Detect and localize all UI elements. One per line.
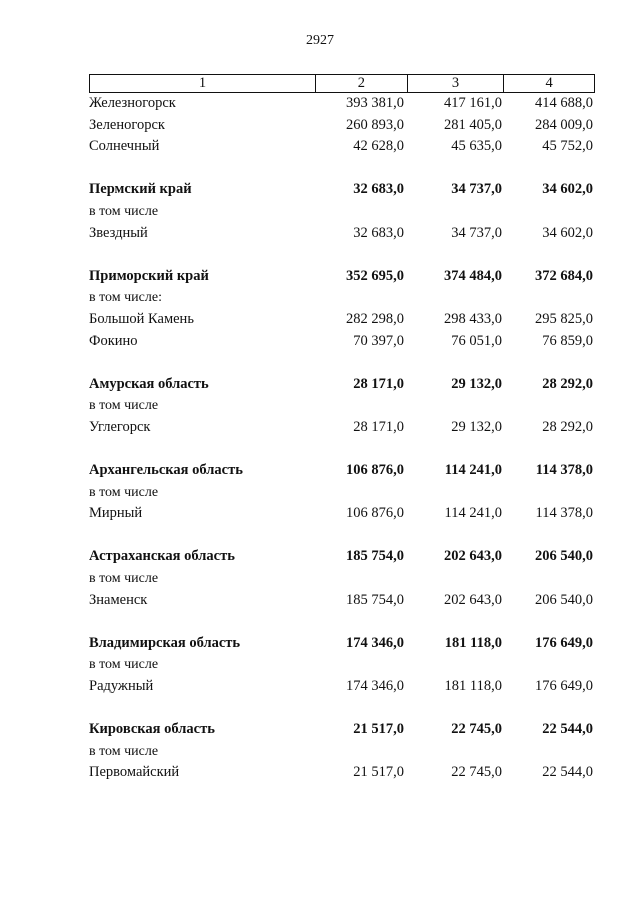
region-total-row: [89, 633, 595, 655]
table-row: [89, 115, 595, 137]
region-name: Кировская область: [89, 721, 215, 738]
region-total-row: [89, 460, 595, 482]
value-col-4: 176 649,0: [535, 634, 593, 651]
value-col-4: 295 825,0: [535, 310, 593, 327]
value-col-3: 181 118,0: [444, 634, 502, 651]
value-col-2: 32 683,0: [353, 181, 404, 198]
value-col-4: 34 602,0: [542, 224, 593, 241]
value-col-3: 22 745,0: [451, 764, 502, 781]
value-col-2: 174 346,0: [346, 634, 404, 651]
region-total-row: [89, 266, 595, 288]
table-row: [89, 331, 595, 353]
subheading-label: в том числе: [89, 484, 159, 500]
value-col-4: 22 544,0: [542, 721, 593, 738]
value-col-2: 174 346,0: [346, 678, 404, 695]
value-col-4: 114 378,0: [535, 462, 593, 479]
value-col-2: 42 628,0: [353, 138, 404, 155]
municipality-name: Железногорск: [89, 95, 176, 111]
value-col-3: 34 737,0: [451, 224, 502, 241]
table-row: [89, 136, 595, 158]
value-col-4: 284 009,0: [535, 116, 593, 133]
table-body: [89, 93, 595, 784]
subheading-label: в том числе: [89, 657, 159, 673]
subheading-row: [89, 287, 595, 309]
value-col-3: 374 484,0: [444, 267, 502, 284]
value-col-3: 29 132,0: [451, 375, 502, 392]
table-row: [89, 503, 595, 525]
region-name: Амурская область: [89, 375, 209, 392]
subheading-row: [89, 201, 595, 223]
value-col-3: 298 433,0: [444, 310, 502, 327]
subheading-label: в том числе: [89, 743, 159, 759]
subheading-row: [89, 395, 595, 417]
region-name: Приморский край: [89, 267, 209, 284]
table-row: [89, 309, 595, 331]
value-col-4: 372 684,0: [535, 267, 593, 284]
region-total-row: [89, 546, 595, 568]
value-col-2: 352 695,0: [346, 267, 404, 284]
value-col-2: 260 893,0: [346, 116, 404, 133]
value-col-2: 32 683,0: [353, 224, 404, 241]
value-col-2: 106 876,0: [346, 505, 404, 522]
value-col-2: 185 754,0: [346, 548, 404, 565]
region-total-row: [89, 374, 595, 396]
value-col-4: 206 540,0: [535, 591, 593, 608]
subheading-label: в том числе: [89, 203, 159, 219]
municipality-name: Углегорск: [89, 418, 151, 435]
value-col-2: 28 171,0: [353, 375, 404, 392]
table-row: [89, 762, 595, 784]
value-col-3: 417 161,0: [444, 95, 502, 111]
subheading-row: [89, 482, 595, 504]
region-name: Астраханская область: [89, 548, 235, 565]
value-col-4: 176 649,0: [535, 678, 593, 695]
column-header-1: 1: [198, 75, 207, 91]
table-row: [89, 93, 595, 115]
value-col-4: 414 688,0: [535, 95, 593, 111]
value-col-3: 76 051,0: [451, 332, 502, 349]
value-col-3: 181 118,0: [444, 678, 502, 695]
value-col-3: 45 635,0: [451, 138, 502, 155]
subheading-label: в том числе: [89, 571, 159, 587]
value-col-4: 76 859,0: [542, 332, 593, 349]
municipality-name: Первомайский: [89, 764, 180, 781]
region-total-row: [89, 719, 595, 741]
value-col-3: 29 132,0: [451, 418, 502, 435]
page-number: 2927: [306, 33, 334, 48]
value-col-3: 281 405,0: [444, 116, 502, 133]
value-col-3: 22 745,0: [451, 721, 502, 738]
table-header-row: [89, 74, 595, 93]
value-col-2: 282 298,0: [346, 310, 404, 327]
value-col-3: 202 643,0: [444, 591, 502, 608]
value-col-2: 393 381,0: [346, 95, 404, 111]
subheading-row: [89, 654, 595, 676]
value-col-4: 28 292,0: [542, 418, 593, 435]
municipality-name: Радужный: [89, 678, 154, 695]
value-col-2: 70 397,0: [353, 332, 404, 349]
municipality-name: Солнечный: [89, 138, 160, 155]
data-table: [89, 74, 595, 784]
subheading-label: в том числе: [89, 398, 159, 414]
region-total-row: [89, 179, 595, 201]
value-col-2: 28 171,0: [353, 418, 404, 435]
subheading-label: в том числе:: [89, 290, 162, 306]
column-header-4: 4: [503, 75, 594, 92]
municipality-name: Фокино: [89, 332, 138, 349]
value-col-4: 114 378,0: [535, 505, 593, 522]
region-name: Пермский край: [89, 181, 192, 198]
municipality-name: Мирный: [89, 505, 143, 522]
table-row: [89, 223, 595, 245]
table-row: [89, 590, 595, 612]
value-col-2: 106 876,0: [346, 462, 404, 479]
column-header-2: 2: [315, 75, 407, 92]
value-col-4: 45 752,0: [542, 138, 593, 155]
region-name: Владимирская область: [89, 634, 241, 651]
value-col-3: 202 643,0: [444, 548, 502, 565]
municipality-name: Звездный: [89, 224, 148, 241]
municipality-name: Большой Камень: [89, 310, 194, 327]
value-col-2: 185 754,0: [346, 591, 404, 608]
value-col-4: 206 540,0: [535, 548, 593, 565]
value-col-4: 34 602,0: [542, 181, 593, 198]
column-header-3: 3: [407, 75, 504, 92]
table-row: [89, 417, 595, 439]
value-col-3: 114 241,0: [444, 505, 502, 522]
value-col-3: 34 737,0: [451, 181, 502, 198]
table-row: [89, 676, 595, 698]
value-col-2: 21 517,0: [353, 721, 404, 738]
region-name: Архангельская область: [89, 462, 243, 479]
municipality-name: Зеленогорск: [89, 116, 165, 133]
value-col-4: 28 292,0: [542, 375, 593, 392]
value-col-4: 22 544,0: [542, 764, 593, 781]
value-col-3: 114 241,0: [444, 462, 502, 479]
value-col-2: 21 517,0: [353, 764, 404, 781]
municipality-name: Знаменск: [89, 591, 148, 608]
subheading-row: [89, 741, 595, 763]
subheading-row: [89, 568, 595, 590]
